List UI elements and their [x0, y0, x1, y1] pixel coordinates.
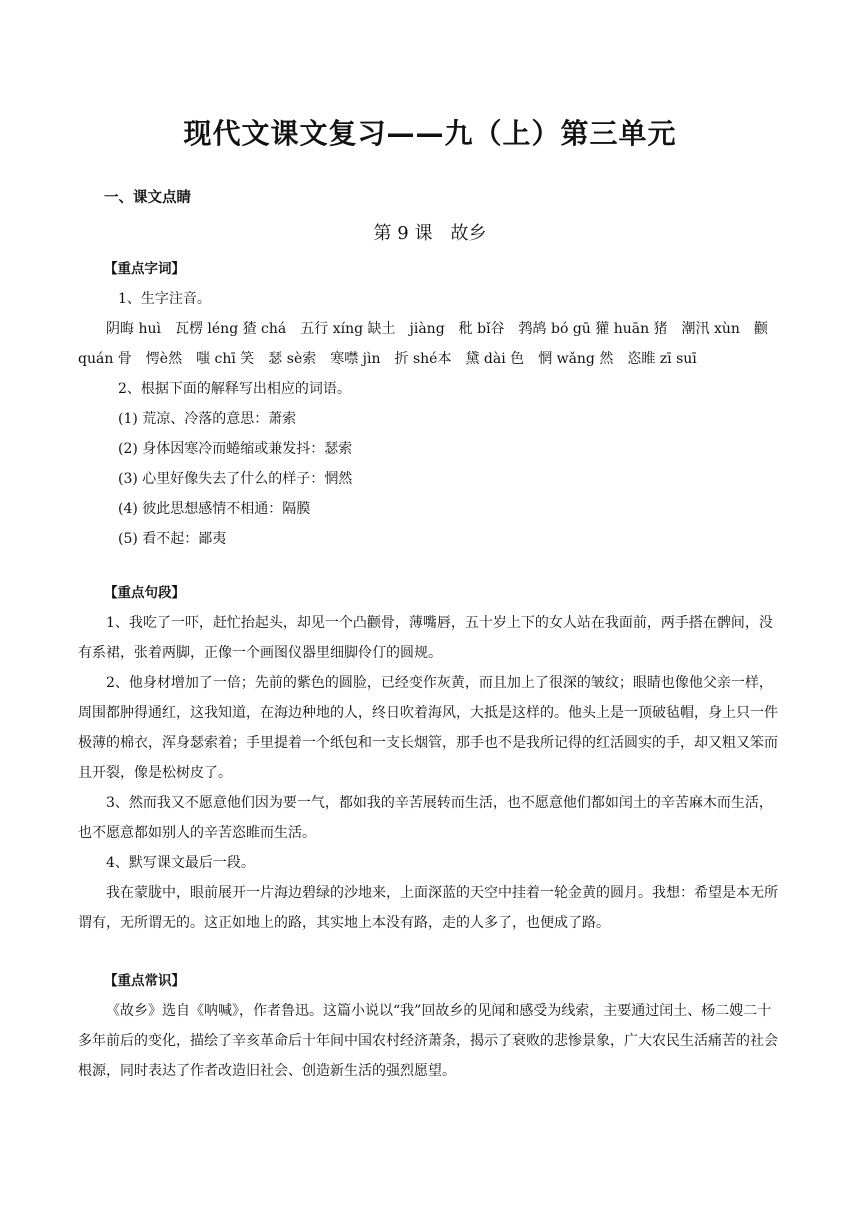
words-pinyin-list: 阴晦 huì 瓦楞 léng 猹 chá 五行 xíng 缺土 jiàng 秕 bǐ谷 鹁鸪 bó gū 獾 huān 猪 潮汛 xùn 颧 quán 骨 愕è然 嗤 chī 笑 瑟 sè索 寒噤 jìn 折 shé本 黛 dài 色 惘 wǎng 然 恣睢 zī suī — [78, 321, 768, 367]
dictation-paragraph: 我在蒙胧中，眼前展开一片海边碧绿的沙地来，上面深蓝的天空中挂着一轮金黄的圆月。我想：希望是本无所谓有，无所谓无的。这正如地上的路，其实地上本没有路，走的人多了，也便成了路。 — [78, 885, 778, 931]
definition-item: (2) 身体因寒冷而蜷缩或兼发抖：瑟索 — [118, 441, 353, 457]
section-heading: 一、课文点睛 — [104, 190, 191, 206]
sentence-paragraph: 4、默写课文最后一段。 — [106, 855, 255, 871]
words-item-1-label: 1、生字注音。 — [118, 291, 211, 307]
page-title: 现代文课文复习——九（上）第三单元 — [183, 117, 677, 150]
lesson-title: 第 9 课 故乡 — [373, 223, 487, 244]
heading-key-words: 【重点字词】 — [104, 261, 185, 277]
definition-item: (1) 荒凉、冷落的意思：萧索 — [118, 411, 297, 427]
words-item-2-label: 2、根据下面的解释写出相应的词语。 — [118, 381, 351, 397]
sentence-paragraph: 2、他身材增加了一倍；先前的紫色的圆脸，已经变作灰黄，而且加上了很深的皱纹；眼睛也像他父亲一样，周围都肿得通红，这我知道，在海边种地的人，终日吹着海风，大抵是这样的。他头上是一顶破毡帽，身上只一件极薄的棉衣，浑身瑟索着；手里提着一个纸包和一支长烟管，那手也不是我所记得的红活圆实的手，却又粗又笨而且开裂，像是松树皮了。 — [78, 675, 778, 781]
definition-item: (4) 彼此思想感情不相通：隔膜 — [118, 501, 311, 517]
document-body — [78, 254, 783, 1086]
heading-key-sentences: 【重点句段】 — [104, 585, 185, 601]
sentence-paragraph: 1、我吃了一吓，赶忙抬起头，却见一个凸颧骨，薄嘴唇，五十岁上下的女人站在我面前，两手搭在髀间，没有系裙，张着两脚，正像一个画图仪器里细脚伶仃的圆规。 — [78, 615, 773, 661]
definition-item: (3) 心里好像失去了什么的样子：惘然 — [118, 471, 353, 487]
definition-item: (5) 看不起：鄙夷 — [118, 531, 227, 547]
sentence-paragraph: 3、然而我又不愿意他们因为要一气，都如我的辛苦展转而生活，也不愿意他们都如闰土的辛苦麻木而生活，也不愿意都如别人的辛苦恣睢而生活。 — [78, 795, 773, 841]
knowledge-paragraph: 《故乡》选自《呐喊》，作者鲁迅。这篇小说以“我”回故乡的见闻和感受为线索，主要通过闰土、杨二嫂二十多年前后的变化，描绘了辛亥革命后十年间中国农村经济萧条，揭示了衰败的悲惨景象，广大农民生活痛苦的社会根源，同时表达了作者改造旧社会、创造新生活的强烈愿望。 — [78, 1003, 778, 1079]
heading-key-knowledge: 【重点常识】 — [104, 973, 185, 989]
